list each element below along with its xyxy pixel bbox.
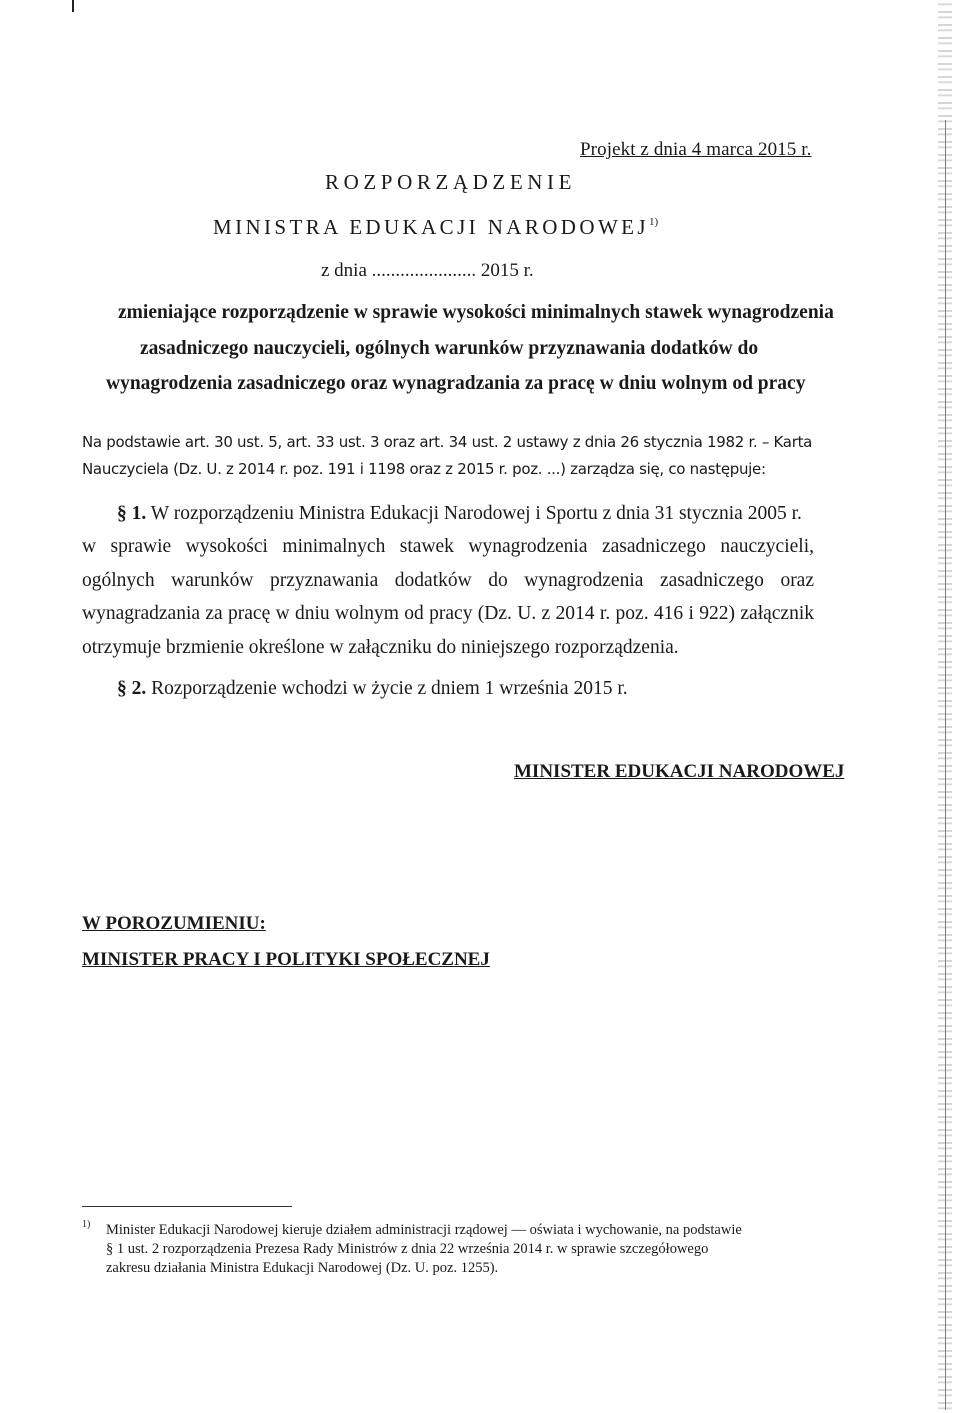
subject-line: zmieniające rozporządzenie w sprawie wysokości minimalnych stawek wynagrodzenia: [118, 302, 834, 323]
minister-signature-block: MINISTER EDUKACJI NARODOWEJ: [514, 761, 845, 782]
footnote-marker: 1): [82, 1219, 91, 1230]
paragraph-1-first-line: [117, 503, 802, 525]
project-date: Projekt z dnia 4 marca 2015 r.: [580, 139, 812, 160]
footnote-line: § 1 ust. 2 rozporządzenia Prezesa Rady Ministrów z dnia 22 września 2014 r. w sprawie szczegółowego: [106, 1241, 709, 1257]
agreement-minister: MINISTER PRACY I POLITYKI SPOŁECZNEJ: [82, 949, 490, 970]
document-type-title: ROZPORZĄDZENIE: [325, 170, 577, 194]
paragraph-2: [117, 678, 628, 700]
issuer-footnote-ref[interactable]: 1): [648, 216, 659, 228]
footnote-line: Minister Edukacji Narodowej kieruje działem administracji rządowej — oświata i wychowanie, na podstawie: [106, 1222, 742, 1238]
legal-basis-line: Na podstawie art. 30 ust. 5, art. 33 ust. 3 oraz art. 34 ust. 2 ustawy z dnia 26 stycznia 1982 r. – Karta: [82, 433, 813, 451]
paragraph-1-line: ogólnych warunków przyznawania dodatków do wynagrodzenia zasadniczego oraz: [82, 570, 814, 591]
paragraph-1-line: otrzymuje brzmienie określone w załączniku do niniejszego rozporządzenia.: [82, 637, 679, 658]
paragraph-2-number: § 2.: [117, 678, 147, 699]
legal-basis-line: Nauczyciela (Dz. U. z 2014 r. poz. 191 i 1198 oraz z 2015 r. poz. ...) zarządza się, co następuje:: [82, 460, 766, 478]
subject-line: zasadniczego nauczycieli, ogólnych warunków przyznawania dodatków do: [140, 338, 759, 359]
paragraph-1-number: § 1.: [117, 503, 147, 524]
issuer-name: MINISTRA EDUKACJI NARODOWEJ: [213, 215, 649, 239]
paragraph-1-text: W rozporządzeniu Ministra Edukacji Narodowej i Sportu z dnia 31 stycznia 2005 r.: [150, 503, 802, 524]
footnote-divider: [82, 1206, 292, 1207]
paragraph-2-text: Rozporządzenie wchodzi w życie z dniem 1 września 2015 r.: [151, 678, 628, 699]
paragraph-1-line: w sprawie wysokości minimalnych stawek wynagrodzenia zasadniczego nauczycieli,: [82, 536, 814, 557]
paragraph-1-line: wynagradzania za pracę w dniu wolnym od pracy (Dz. U. z 2014 r. poz. 416 i 922) załącznik: [82, 603, 814, 624]
agreement-label: W POROZUMIENIU:: [82, 913, 266, 934]
document-issuer: [213, 215, 658, 240]
document-date-line: z dnia ...................... 2015 r.: [321, 260, 534, 281]
scan-edge-line: [945, 120, 946, 1410]
scan-mark: [72, 0, 74, 12]
footnote-line: zakresu działania Ministra Edukacji Narodowej (Dz. U. poz. 1255).: [106, 1260, 499, 1276]
subject-line: wynagrodzenia zasadniczego oraz wynagradzania za pracę w dniu wolnym od pracy: [106, 373, 806, 394]
